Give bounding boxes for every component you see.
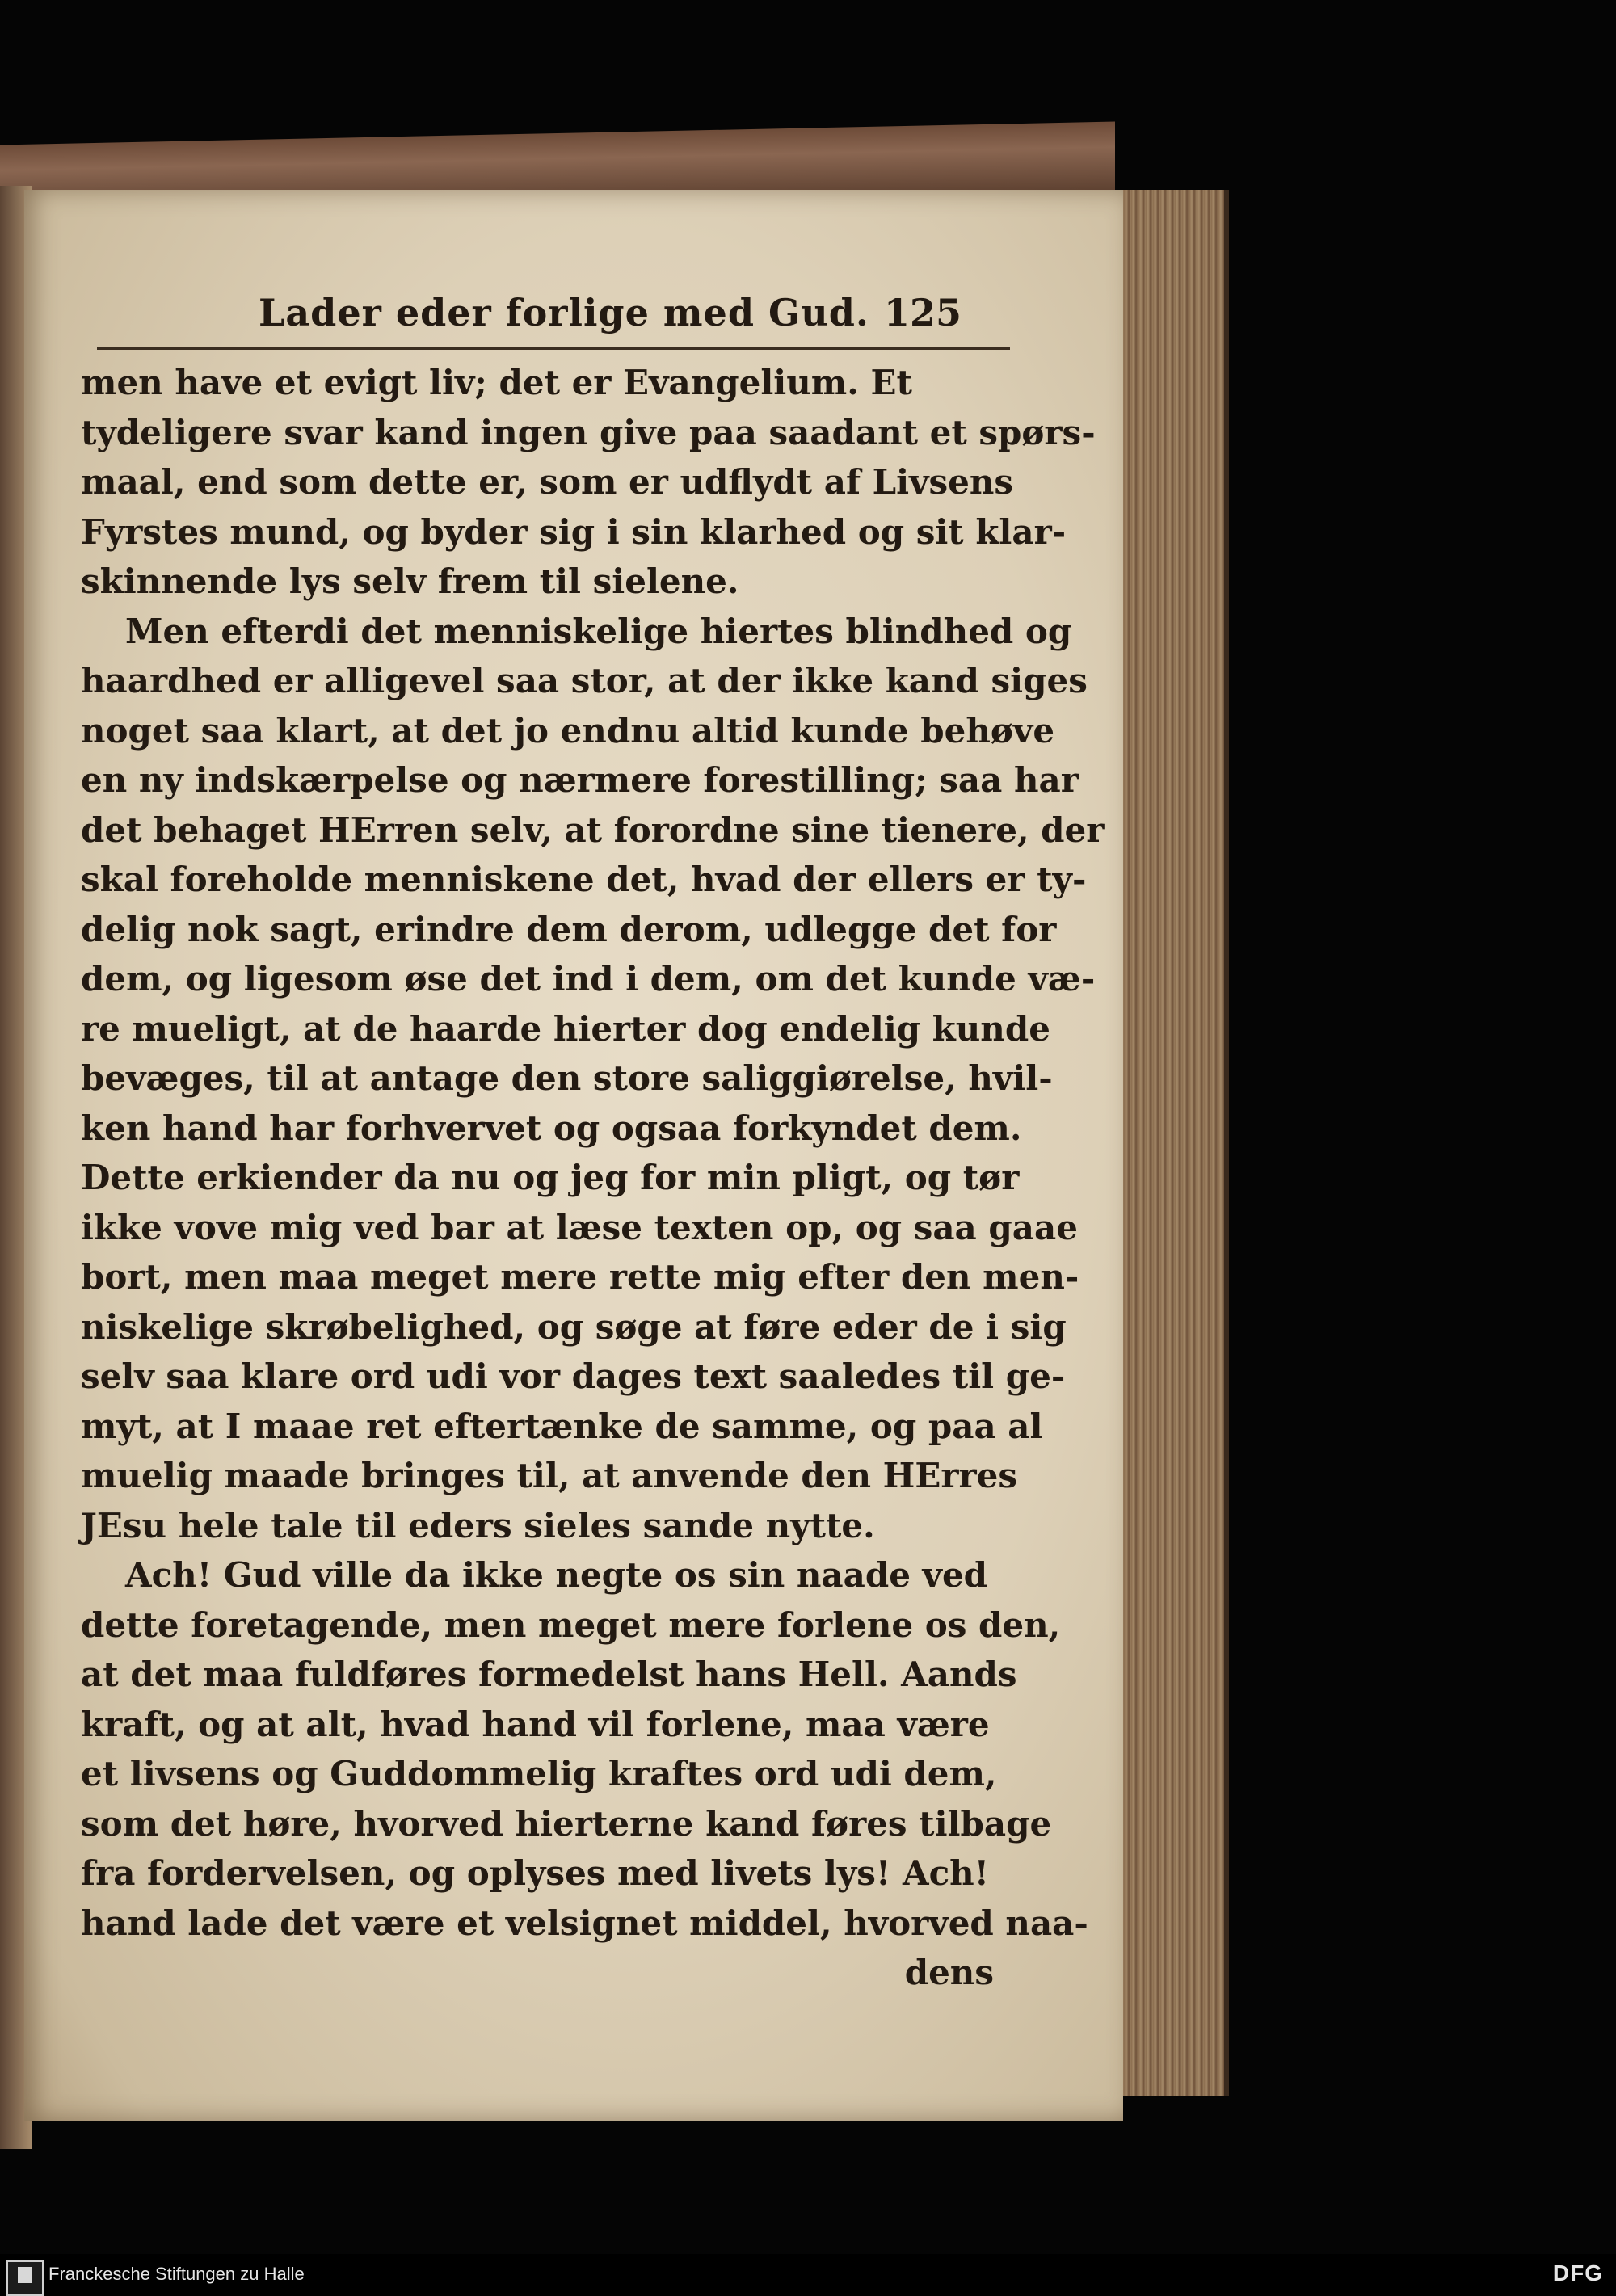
text-line: tydeligere svar kand ingen give paa saadant et spørs- xyxy=(81,412,1096,452)
text-line: Fyrstes mund, og byder sig i sin klarhed og sit klar- xyxy=(81,511,1067,552)
text-line: fra fordervelsen, og oplyses med livets lys! Ach! xyxy=(81,1853,990,1893)
text-line: et livsens og Guddommelig kraftes ord udi dem, xyxy=(81,1754,997,1793)
text-line: muelig maade bringes til, at anvende den HErres xyxy=(81,1456,1017,1495)
page-content xyxy=(81,283,1105,1998)
text-line: bevæges, til at antage den store saliggiørelse, hvil- xyxy=(81,1058,1053,1098)
institution-label: Franckesche Stiftungen zu Halle xyxy=(48,2264,305,2284)
text-line: Ach! Gud ville da ikke negte os sin naade ved xyxy=(125,1555,988,1595)
text-line: kraft, og at alt, hvad hand vil forlene, maa være xyxy=(81,1704,990,1744)
text-line: JEsu hele tale til eders sieles sande nytte. xyxy=(81,1505,875,1545)
body-text xyxy=(81,358,1105,1998)
text-line: at det maa fuldføres formedelst hans Hell. Aands xyxy=(81,1655,1017,1694)
text-line: skal foreholde menniskene det, hvad der ellers er ty- xyxy=(81,860,1087,899)
text-line: maal, end som dette er, som er udflydt af Livsens xyxy=(81,462,1014,502)
text-line: delig nok sagt, erindre dem derom, udlegge det for xyxy=(81,909,1057,949)
text-line: haardhed er alligevel saa stor, at der ikke kand siges xyxy=(81,661,1088,700)
running-head xyxy=(97,283,1010,350)
text-line: ken hand har forhvervet og ogsaa forkyndet dem. xyxy=(81,1108,1022,1148)
text-line: dette foretagende, men meget mere forlene os den, xyxy=(81,1604,1061,1645)
text-line: som det høre, hvorved hierterne kand føres tilbage xyxy=(81,1803,1052,1844)
text-line: noget saa klart, at det jo endnu altid kunde behøve xyxy=(81,710,1055,751)
text-line: selv saa klare ord udi vor dages text saaledes til ge- xyxy=(81,1356,1066,1396)
running-title: Lader eder forlige med Gud. xyxy=(259,291,869,334)
viewer-footer xyxy=(0,2254,1616,2296)
text-line: myt, at I maae ret eftertænke de samme, og paa al xyxy=(81,1406,1043,1446)
text-line: re mueligt, at de haarde hierter dog endelig kunde xyxy=(81,1008,1050,1049)
page-number: 125 xyxy=(883,291,962,334)
text-line: Dette erkiender da nu og jeg for min pligt, og tør xyxy=(81,1158,1020,1197)
text-line: Men efterdi det menniskelige hiertes blindhed og xyxy=(125,611,1072,651)
catchword: dens xyxy=(904,1953,994,1992)
text-line: bort, men maa meget mere rette mig efter den men- xyxy=(81,1257,1079,1297)
text-line: niskelige skrøbelighed, og søge at føre eder de i sig xyxy=(81,1306,1067,1347)
text-line: det behaget HErren selv, at forordne sine tienere, der xyxy=(81,809,1105,850)
text-line: skinnende lys selv frem til sielene. xyxy=(81,561,739,601)
text-line: en ny indskærpelse og nærmere forestilling; saa har xyxy=(81,760,1079,800)
text-line: ikke vove mig ved bar at læse texten op, og saa gaae xyxy=(81,1207,1078,1247)
dfg-mark: DFG xyxy=(1552,2260,1603,2285)
institution-logo-icon xyxy=(6,2260,44,2296)
text-line: hand lade det være et velsignet middel, hvorved naa- xyxy=(81,1903,1088,1943)
text-line: dem, og ligesom øse det ind i dem, om det kunde væ- xyxy=(81,959,1096,999)
book-page xyxy=(24,190,1123,2121)
text-line: men have et evigt liv; det er Evangelium. Et xyxy=(81,363,912,402)
